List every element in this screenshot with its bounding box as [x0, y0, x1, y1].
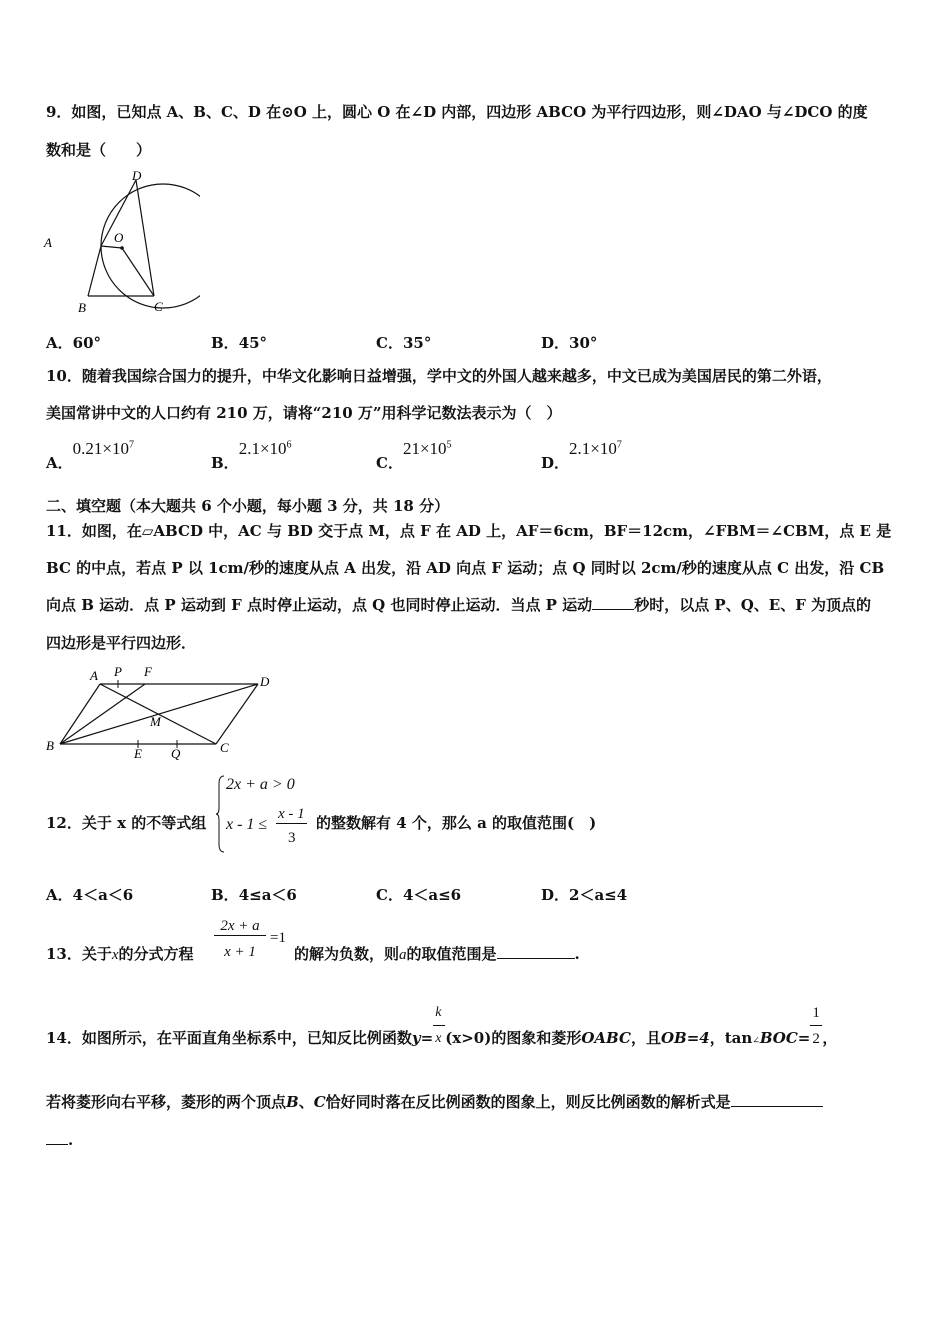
q12-ineq2-num: x - 1 — [278, 806, 305, 822]
fig9-label-d: D — [132, 168, 142, 183]
q13-numerator: 2x + a — [214, 918, 266, 936]
q12-ineq2-left: x - 1 ≤ — [226, 816, 268, 833]
q14-text-line1: 14．如图所示，在平面直角坐标系中，已知反比例函数y= $\frac{k}{x}$ (x>0)的图象和菱形OABC，且OB=4，tan∠BOC= $\frac{1}{2}$ ， — [46, 1005, 838, 1047]
q13-fraction — [214, 918, 294, 964]
fig9-label-c: C — [154, 299, 163, 314]
fig11-label-p: P — [114, 664, 122, 679]
q9-text-line2: 数和是（ ） — [46, 141, 152, 159]
fig9-label-b: B — [78, 300, 86, 315]
q11-text-line2: BC 的中点，若点 P 以 1cm/秒的速度从点 A 出发，沿 AD 向点 F 运动；点 Q 同时以 2cm/秒的速度从点 C 出发，沿 CB — [46, 559, 885, 577]
fig11-label-e: E — [134, 746, 142, 761]
fig9-label-a: A — [44, 235, 52, 250]
q13-answer-blank[interactable] — [497, 944, 575, 959]
q14-k: k — [435, 1005, 442, 1020]
fig11-label-b: B — [46, 738, 54, 753]
q14-answer-blank[interactable] — [731, 1092, 823, 1107]
q14-one: 1 — [812, 1005, 820, 1021]
circle-o — [101, 184, 200, 308]
fig11-label-q: Q — [171, 746, 181, 761]
q10-text-line1: 10．随着我国综合国力的提升，中华文化影响日益增强，学中文的外国人越来越多，中文已成为美国居民的第二外语， — [46, 367, 832, 385]
q10-option-c[interactable]: C．$21\times 10^5$ — [376, 439, 452, 472]
q13-equals: =1 — [270, 930, 286, 946]
fig11-label-a: A — [90, 668, 98, 683]
q12-option-c[interactable]: C．4＜a≤6 — [376, 886, 462, 904]
q13-denominator: x + 1 — [224, 944, 256, 960]
section-heading-fill-in: 二、填空题（本大题共 6 个小题，每小题 3 分，共 18 分） — [46, 497, 450, 515]
q10-option-d[interactable]: D．$2.1\times 10^7$ — [541, 439, 622, 472]
q12-option-d[interactable]: D．2＜a≤4 — [541, 886, 628, 904]
q9-text-line1: 9．如图，已知点 A、B、C、D 在⊙O 上，圆心 O 在∠D 内部，四边形 ABCO 为平行四边形，则∠DAO 与∠DCO 的度 — [46, 103, 868, 121]
q12-ineq1: 2x + a > 0 — [226, 776, 295, 793]
fig11-label-f: F — [144, 664, 152, 679]
q12-prefix: 12．关于 x 的不等式组 — [46, 814, 207, 832]
q13-text: 13．关于x的分式方程 — [46, 945, 194, 963]
q9-option-d[interactable]: D．30° — [541, 334, 598, 352]
q9-option-a[interactable]: A．60° — [46, 334, 102, 352]
q12-option-a[interactable]: A．4＜a＜6 — [46, 886, 134, 904]
q14-answer-blank-cont[interactable] — [46, 1130, 68, 1145]
q14-text-line3: . — [46, 1130, 73, 1150]
q11-text-line4: 四边形是平行四边形． — [46, 634, 197, 652]
q10-option-a[interactable]: A．$0.21\times 10^7$ — [46, 439, 134, 472]
q12-suffix: 的整数解有 4 个，那么 a 的取值范围( ) — [316, 814, 597, 832]
fig11-label-c: C — [220, 740, 229, 755]
q12-option-b[interactable]: B．4≤a＜6 — [211, 886, 297, 904]
fig11-label-m: M — [150, 714, 161, 729]
fig9-label-o: O — [114, 230, 124, 245]
q9-circle-figure — [40, 168, 200, 318]
q14-text-line2: 若将菱形向右平移，菱形的两个顶点B、C恰好同时落在反比例函数的图象上，则反比例函数的解析式是 — [46, 1092, 823, 1112]
q10-option-b[interactable]: B．$2.1\times 10^6$ — [211, 439, 292, 472]
q12-ineq2-den: 3 — [288, 830, 296, 846]
q11-text-line3: 向点 B 运动．点 P 运动到 F 点时停止运动，点 Q 也同时停止运动．当点 P 运动 秒时，以点 P、Q、E、F 为顶点的 — [46, 596, 872, 614]
q14-x: x — [435, 1031, 442, 1046]
q13-text-after: 的解为负数，则a的取值范围是 . — [294, 945, 580, 963]
q11-text-line1: 11．如图，在▱ABCD 中，AC 与 BD 交于点 M，点 F 在 AD 上，AF＝6cm，BF＝12cm，∠FBM＝∠CBM，点 E 是 — [46, 522, 892, 540]
q11-answer-blank[interactable] — [592, 595, 634, 610]
q11-parallelogram-figure — [40, 662, 280, 762]
q9-option-b[interactable]: B．45° — [211, 334, 268, 352]
q9-option-c[interactable]: C．35° — [376, 334, 432, 352]
q14-two: 2 — [812, 1031, 820, 1047]
q10-text-line2: 美国常讲中文的人口约有 210 万，请将“210 万”用科学记数法表示为（ ） — [46, 404, 562, 422]
fig11-label-d: D — [260, 674, 270, 689]
q12-inequality-system — [216, 774, 316, 854]
